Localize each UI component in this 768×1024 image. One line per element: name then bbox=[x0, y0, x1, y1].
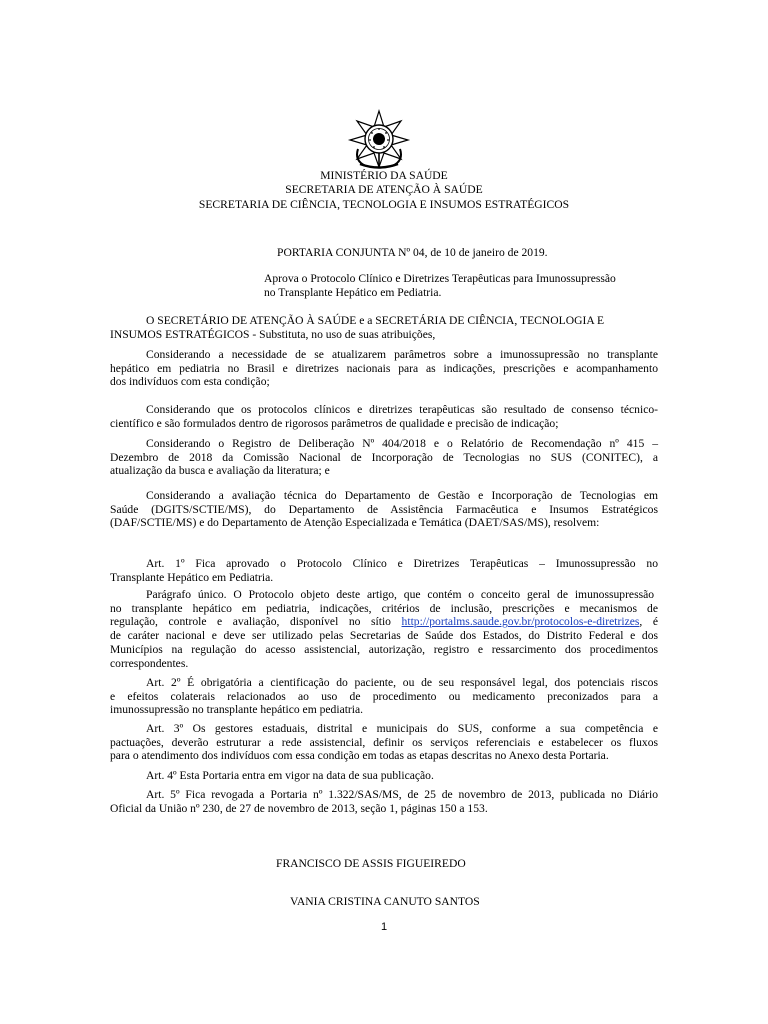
considerando-avaliacao bbox=[110, 489, 658, 530]
considerando-protocolos bbox=[110, 403, 658, 430]
paragraph-line: e efeitos colaterais relacionados ao uso de procedimento ou medicamento preconizados para a bbox=[110, 689, 658, 703]
ementa bbox=[264, 272, 616, 299]
article-1 bbox=[110, 557, 658, 584]
paragraph-line: Art. 2º É obrigatória a cientificação do paciente, ou de seu responsável legal, dos potenciais riscos bbox=[146, 676, 658, 689]
paragraph-line: dos indivíduos com esta condição; bbox=[110, 375, 270, 389]
preamble bbox=[110, 314, 604, 341]
paragrafo-unico bbox=[110, 588, 658, 670]
article-4: Art. 4º Esta Portaria entra em vigor na data de sua publicação. bbox=[146, 769, 434, 782]
paragraph-line: científico e são formulados dentro de rigorosos parâmetros de qualidade e precisão de indicação; bbox=[110, 416, 559, 430]
paragraph-line: Parágrafo único. O Protocolo objeto deste artigo, que contém o conceito geral de imunossupressão bbox=[146, 588, 655, 601]
paragraph-line: Transplante Hepático em Pediatria. bbox=[110, 570, 274, 584]
considerando-registro bbox=[110, 437, 658, 478]
paragraph-line: Saúde (DGITS/SCTIE/MS), do Departamento de Assistência Farmacêutica e Insumos Estratégicos bbox=[110, 502, 658, 516]
paragraph-line: no transplante hepático em pediatria, indicações, critérios de inclusão, prescrições e mecanismos de bbox=[110, 601, 658, 615]
paragraph-line: Considerando a necessidade de se atualizarem parâmetros sobre a imunossupressão no transplante bbox=[146, 348, 658, 361]
paragraph-line: correspondentes. bbox=[110, 656, 189, 670]
paragraph-line: Dezembro de 2018 da Comissão Nacional de Incorporação de Tecnologias no SUS (CONITEC), a bbox=[110, 450, 658, 464]
paragraph-line: Considerando que os protocolos clínicos e diretrizes terapêuticas são resultado de consenso técnico- bbox=[146, 403, 658, 416]
considerando-necessidade bbox=[110, 348, 658, 389]
paragraph-line: hepático em pediatria no Brasil e diretrizes nacionais para as indicações, prescrições e acompanhamento bbox=[110, 361, 658, 375]
paragraph-line: Art. 5º Fica revogada a Portaria nº 1.322/SAS/MS, de 25 de novembro de 2013, publicada no Diário bbox=[146, 788, 658, 801]
link-suffix: , é bbox=[639, 615, 658, 629]
ementa-line: no Transplante Hepático em Pediatria. bbox=[264, 285, 442, 299]
preamble-line: O SECRETÁRIO DE ATENÇÃO À SAÚDE e a SECRETÁRIA DE CIÊNCIA, TECNOLOGIA E bbox=[146, 314, 605, 327]
secretaria-atencao-title: SECRETARIA DE ATENÇÃO À SAÚDE bbox=[285, 183, 483, 196]
paragraph-line: atualização da busca e avaliação da literatura; e bbox=[110, 464, 330, 478]
paragraph-line: Considerando o Registro de Deliberação Nº 404/2018 e o Relatório de Recomendação nº 415 – bbox=[146, 437, 658, 450]
preamble-line: INSUMOS ESTRATÉGICOS - Substituta, no uso de suas atribuições, bbox=[110, 327, 436, 341]
secretaria-ciencia-title: SECRETARIA DE CIÊNCIA, TECNOLOGIA E INSUMOS ESTRATÉGICOS bbox=[198, 198, 570, 211]
paragraph-line: de caráter nacional e deve ser utilizado pelas Secretarias de Saúde dos Estados, do Distrito Federal e dos bbox=[110, 629, 658, 643]
paragraph-line: Municípios na regulação do acesso assistencial, autorização, registro e ressarcimento dos procedimentos bbox=[110, 642, 658, 656]
article-5 bbox=[110, 788, 658, 815]
brazil-coat-of-arms-icon bbox=[346, 109, 412, 171]
paragraph-line bbox=[110, 615, 658, 629]
ementa-line: Aprova o Protocolo Clínico e Diretrizes Terapêuticas para Imunossupressão bbox=[264, 272, 616, 285]
protocolos-link[interactable]: http://portalms.saude.gov.br/protocolos-e-diretrizes bbox=[401, 615, 640, 629]
link-prefix: regulação, controle e avaliação, disponível no sítio bbox=[110, 615, 402, 629]
paragraph-line: Oficial da União nº 230, de 27 de novembro de 2013, seção 1, páginas 150 a 153. bbox=[110, 801, 488, 815]
ministry-title: MINISTÉRIO DA SAÚDE bbox=[320, 169, 448, 182]
article-3 bbox=[110, 722, 658, 763]
signature-vania: VANIA CRISTINA CANUTO SANTOS bbox=[290, 895, 480, 908]
paragraph-line: para o atendimento dos indivíduos com essa condição em todas as etapas descritas no Anexo desta Portaria. bbox=[110, 749, 609, 763]
portaria-title: PORTARIA CONJUNTA Nº 04, de 10 de janeiro de 2019. bbox=[277, 246, 548, 259]
article-2 bbox=[110, 676, 658, 717]
paragraph-line: pactuações, deverão estruturar a rede assistencial, definir os serviços referenciais e estabelecer os fluxos bbox=[110, 735, 658, 749]
paragraph-line: (DAF/SCTIE/MS) e do Departamento de Atenção Especializada e Temática (DAET/SAS/MS), resolvem: bbox=[110, 516, 600, 530]
paragraph-line: Art. 1º Fica aprovado o Protocolo Clínico e Diretrizes Terapêuticas – Imunossupressão no bbox=[146, 557, 658, 570]
paragraph-line: Art. 3º Os gestores estaduais, distrital e municipais do SUS, conforme a sua competência e bbox=[146, 722, 658, 735]
paragraph-line: imunossupressão no transplante hepático em pediatria. bbox=[110, 703, 364, 717]
paragraph-line: Considerando a avaliação técnica do Departamento de Gestão e Incorporação de Tecnologias em bbox=[146, 489, 658, 502]
signature-francisco: FRANCISCO DE ASSIS FIGUEIREDO bbox=[276, 857, 466, 870]
page-number: 1 bbox=[380, 921, 388, 933]
